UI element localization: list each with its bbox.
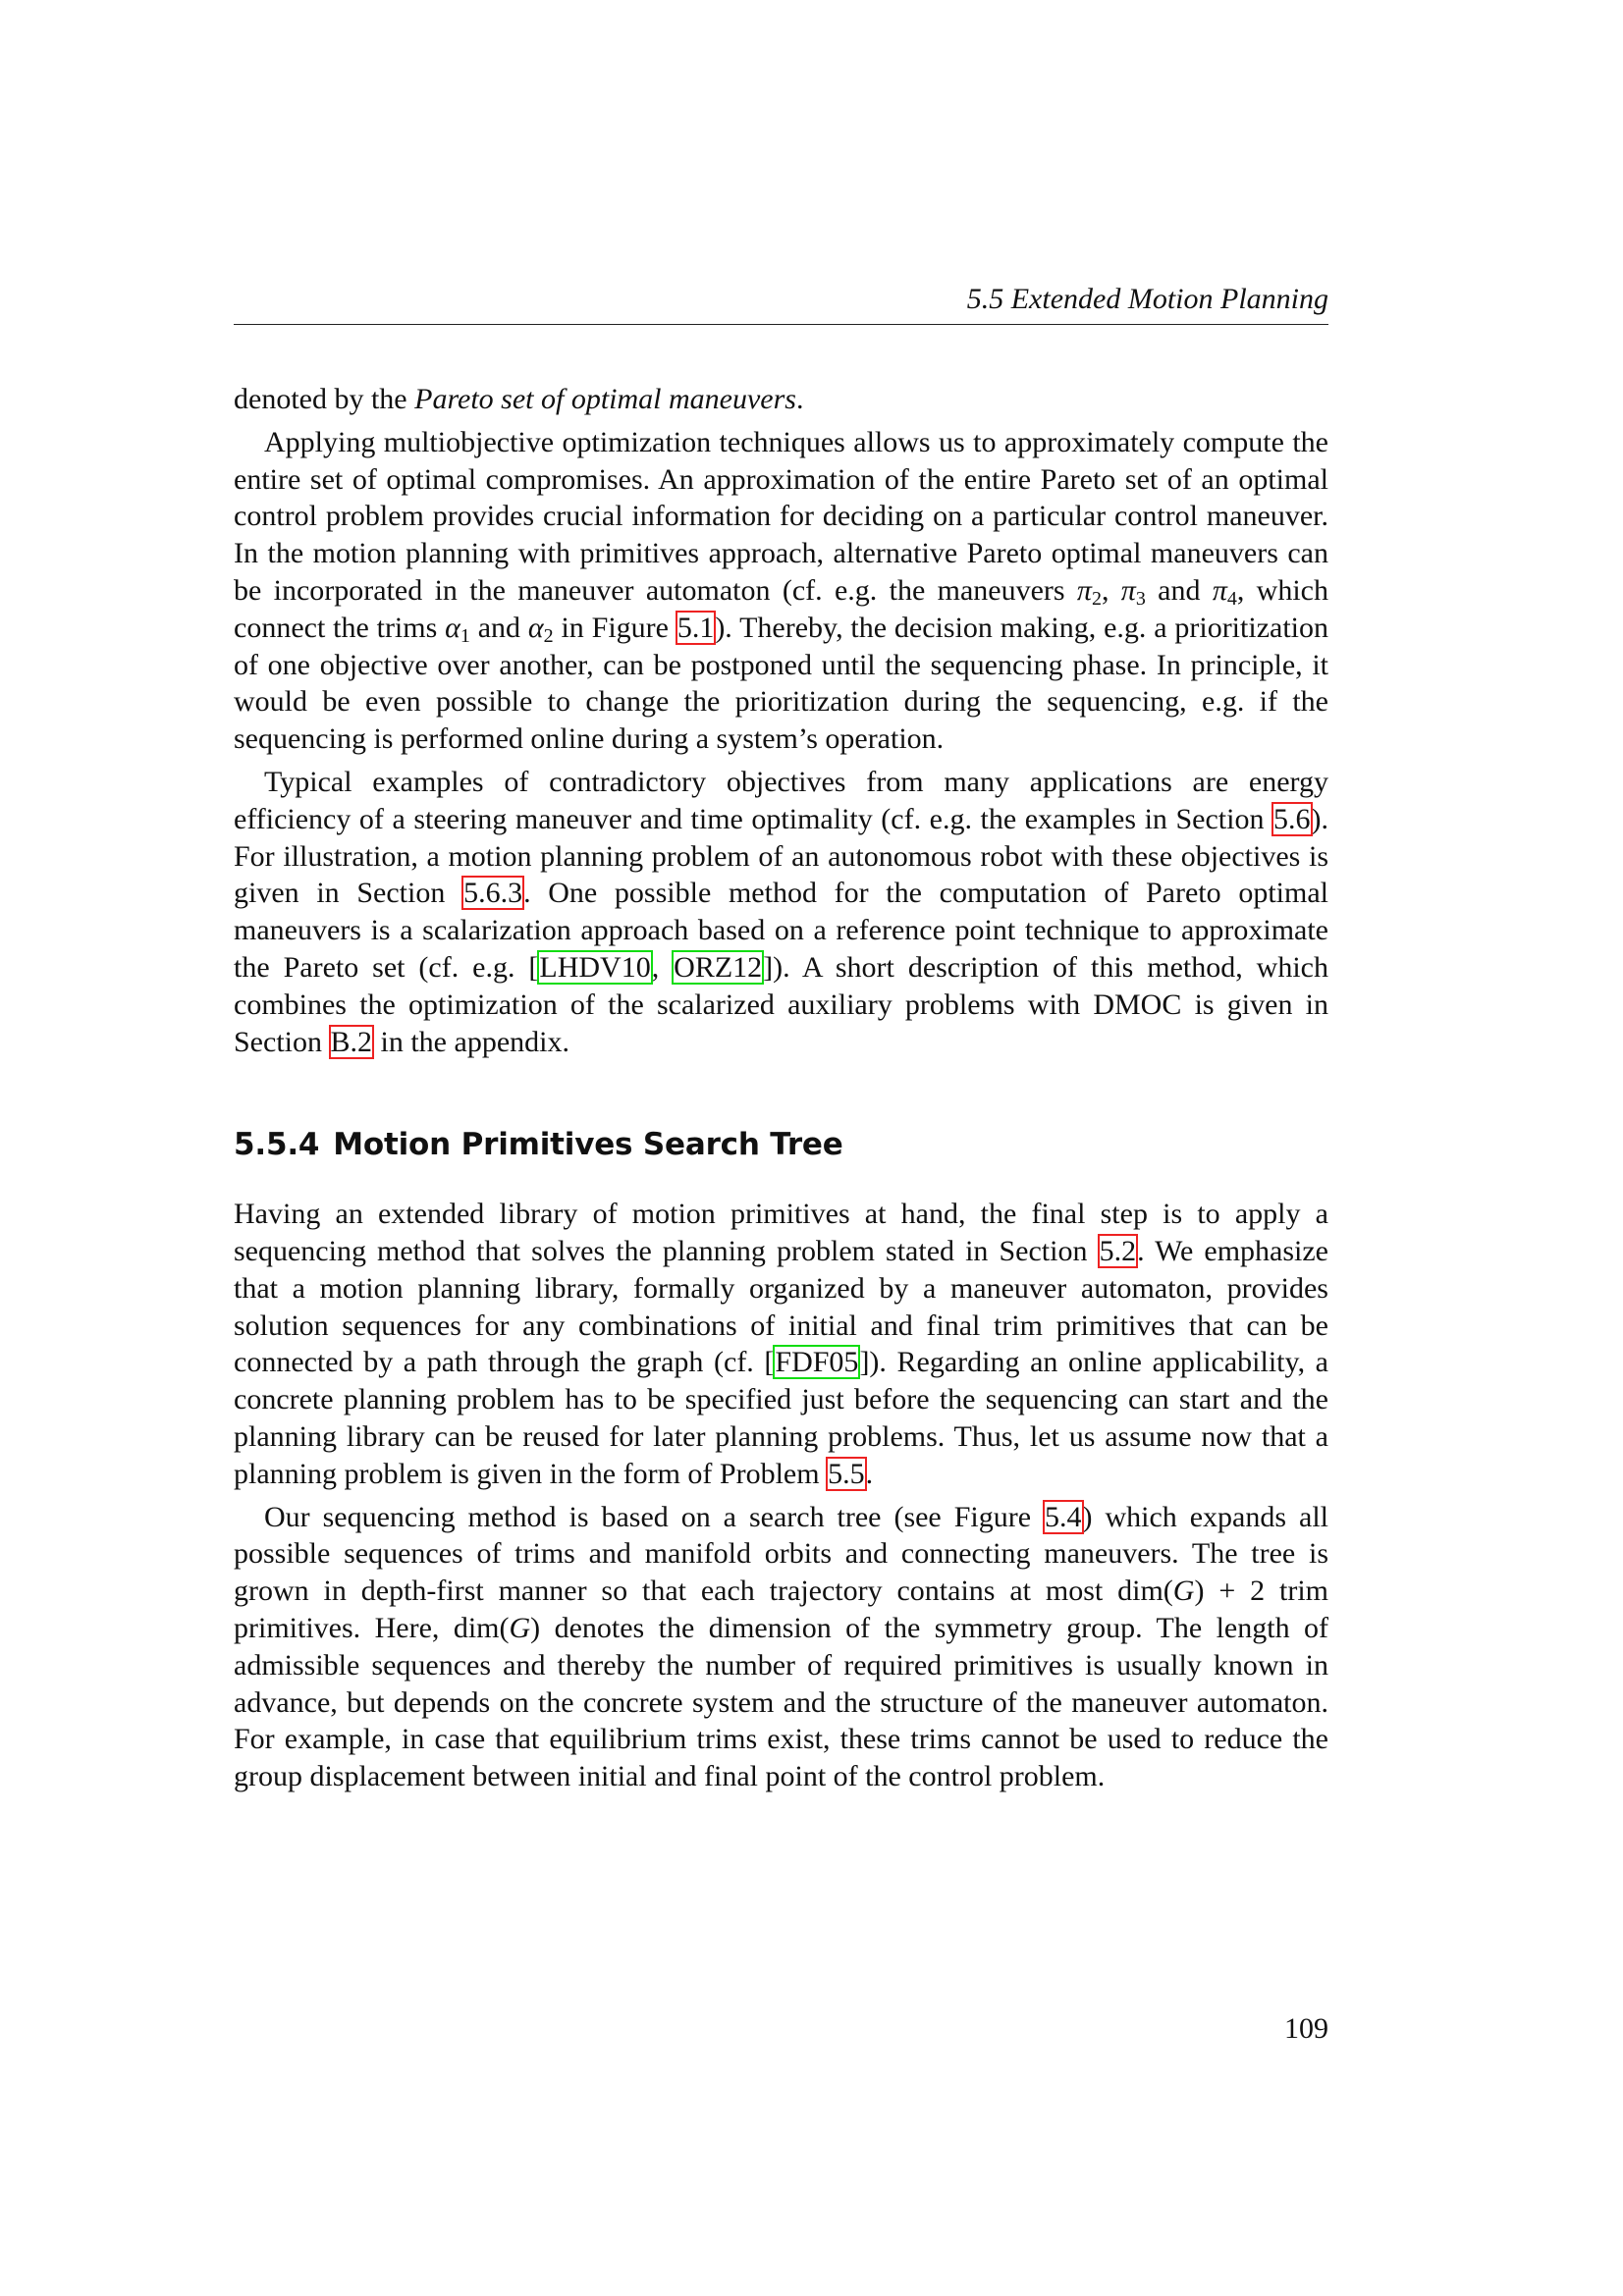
running-header [234, 283, 1328, 325]
math-symbol: π [1076, 573, 1092, 607]
text-run: Our sequencing method is based on a search tree (see Figure [264, 1500, 1044, 1533]
math-subscript: 3 [1135, 587, 1146, 610]
section-ref-link[interactable]: 5.6.3 [463, 877, 523, 910]
section-ref-link[interactable]: 5.6 [1273, 802, 1311, 835]
math-symbol: π [1212, 573, 1227, 607]
section-ref-link[interactable]: 5.2 [1099, 1234, 1137, 1267]
text-run: Having an extended library of motion primitives at hand, the final step is to apply a sequencing method that solves the planning problem stated in Section [234, 1198, 1328, 1267]
paragraph-2 [234, 424, 1328, 758]
math-subscript: 2 [543, 624, 554, 647]
section-title: Motion Primitives Search Tree [333, 1127, 843, 1163]
text-run: denoted by the [234, 383, 415, 415]
math-group-symbol: G [1172, 1575, 1195, 1608]
math-symbol: α [445, 611, 460, 644]
text-run: , which connect the trims [234, 573, 1328, 644]
math-pi-2 [1076, 573, 1102, 610]
text-run: in the appendix. [373, 1025, 569, 1058]
section-heading [234, 1127, 1328, 1164]
citation-link[interactable]: ORZ12 [674, 950, 763, 984]
paragraph-5 [234, 1499, 1328, 1795]
emphasis-pareto-set: Pareto set of optimal maneuvers [414, 383, 796, 415]
math-pi-4 [1212, 573, 1237, 610]
text-run: ]). Regarding an online applicability, a concrete planning problem has to be specified just before the sequencing can start and the planning library can be reused for later planning problems. Thus, let us assume now that a planning problem is given in the form of Problem [234, 1346, 1328, 1490]
text-run: . One possible method for the computation of Pareto optimal maneuvers is a scalarization approach based on a reference point technique to approximate the Pareto set (cf. e.g. [ [234, 877, 1328, 984]
figure-ref-link[interactable]: 5.1 [676, 611, 715, 644]
citation-link[interactable]: LHDV10 [539, 950, 651, 984]
text-run: and [469, 611, 528, 644]
text-run: ). Thereby, the decision making, e.g. a prioritization of one objective over another, can be postponed until the sequencing phase. In principle, it would be even possible to change the prioritization during the sequencing, e.g. if the sequencing is performed online during a system’s operation. [234, 611, 1328, 756]
math-symbol: π [1120, 573, 1136, 607]
paragraph-3 [234, 764, 1328, 1060]
paragraph-4 [234, 1196, 1328, 1492]
text-run: . We emphasize that a motion planning library, formally organized by a maneuver automaton, provides solution sequences for any combinations of initial and final trim primitives that can be connected by a path through the graph (cf. [ [234, 1234, 1328, 1379]
page-body [234, 381, 1328, 1801]
citation-link[interactable]: FDF05 [775, 1346, 859, 1379]
text-run: , [1101, 573, 1121, 607]
figure-ref-link[interactable]: 5.4 [1045, 1500, 1082, 1533]
text-run: . [865, 1457, 874, 1490]
appendix-ref-link[interactable]: B.2 [330, 1025, 373, 1058]
text-run: Applying multiobjective optimization techniques allows us to approximately compute the entire set of optimal compromises. An approximation of the entire Pareto set of an optimal control problem provides crucial information for deciding on a particular control maneuver. In the motion planning with primitives approach, alternative Pareto optimal maneuvers can be incorporated in the maneuver automaton (cf. e.g. the maneuvers [234, 425, 1328, 607]
math-group-symbol: G [509, 1611, 531, 1644]
text-run: ]). A short description of this method, which combines the optimization of the scalarized auxiliary problems with DMOC is given in Section [234, 950, 1328, 1058]
paragraph-1 [234, 381, 1328, 418]
math-subscript: 4 [1226, 587, 1237, 610]
section-number: 5.5.4 [234, 1127, 320, 1163]
problem-ref-link[interactable]: 5.5 [828, 1457, 865, 1490]
math-alpha-2 [527, 611, 554, 647]
page-number: 109 [1284, 2012, 1328, 2045]
text-run: Typical examples of contradictory objectives from many applications are energy efficiency of a steering maneuver and time optimality (cf. e.g. the examples in Section [234, 765, 1328, 835]
text-run: . [795, 383, 804, 415]
math-subscript: 2 [1091, 587, 1102, 610]
text-run: ) which expands all possible sequences of trims and manifold orbits and connecting maneuvers. The tree is grown in depth-first manner so that each trajectory contains at most dim( [234, 1500, 1328, 1608]
text-run: in Figure [553, 611, 676, 644]
text-run: ). For illustration, a motion planning problem of an autonomous robot with these objectives is given in Section [234, 802, 1328, 910]
math-alpha-1 [445, 611, 470, 647]
text-run: and [1145, 573, 1213, 607]
text-run: , [651, 950, 674, 984]
running-header-title: 5.5 Extended Motion Planning [966, 283, 1328, 315]
math-pi-3 [1120, 573, 1146, 610]
text-run: ) + 2 trim primitives. Here, dim( [234, 1575, 1328, 1644]
math-subscript: 1 [460, 624, 470, 647]
math-symbol: α [527, 611, 544, 644]
text-run: ) denotes the dimension of the symmetry group. The length of admissible sequences and thereby the number of required primitives is usually known in advance, but depends on the concrete system and the structure of the maneuver automaton. For example, in case that equilibrium trims exist, these trims cannot be used to reduce the group displacement between initial and final point of the control problem. [234, 1611, 1328, 1793]
